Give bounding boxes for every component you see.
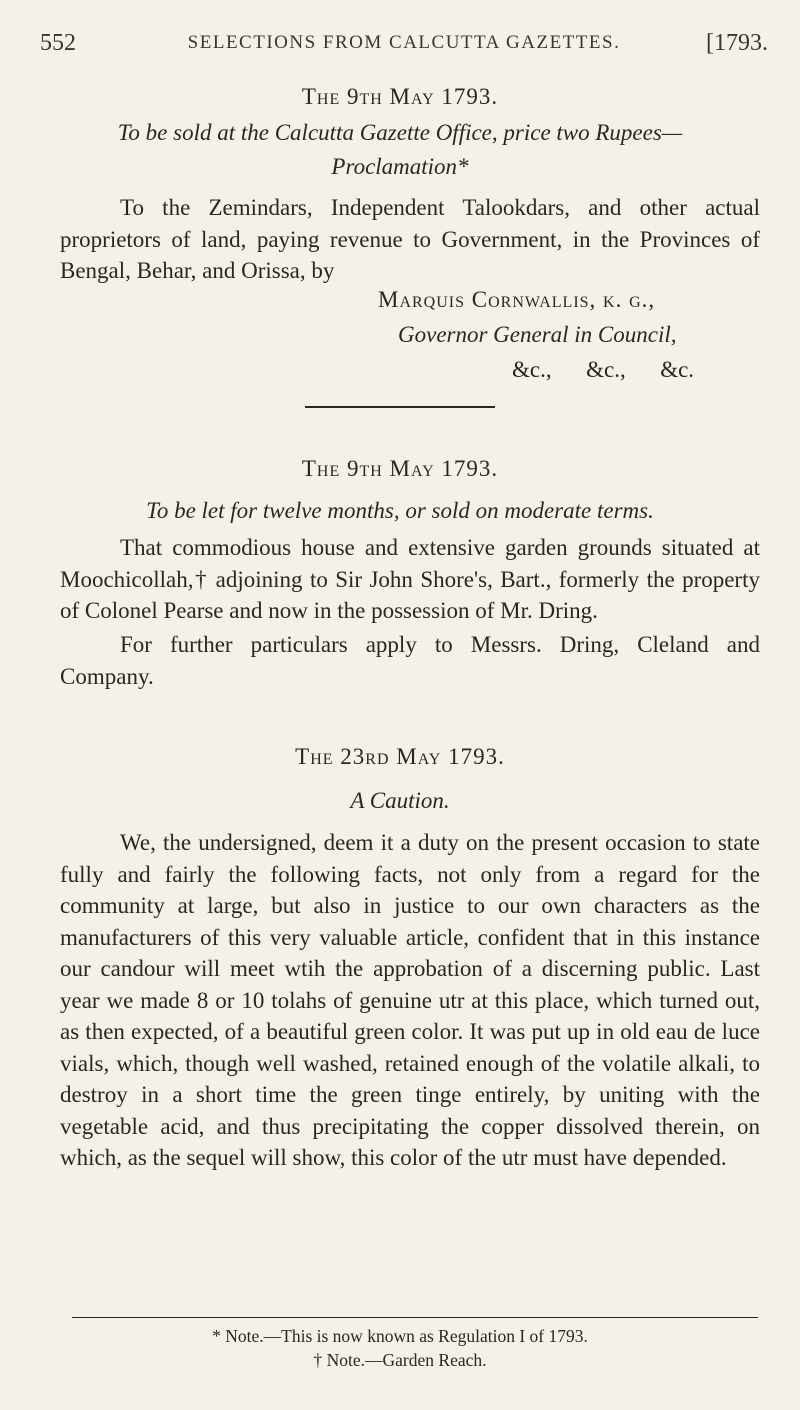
section-divider bbox=[305, 406, 495, 408]
notice3-body: We, the undersigned, deem it a duty on the present occasion to state fully and fairly the following facts, not only from a regard for the community at large, but also in justice to our own characters as the manufacturers of this very valuable article, confident that in this instance our candour will meet wtih the approbation of a discerning public. Last year we made 8 or 10 tolahs of genuine utr at this place, which turned out, as then expected, of a beautiful green color. It was put up in old eau de luce vials, which, though well washed, retained enough of the volatile alkali, to destroy in a short time the green tinge entirely, by uniting with the vegetable acid, and thus precipitating the copper dissolved therein, on which, as the sequel will show, this color of the utr must have depended. bbox=[60, 830, 760, 1170]
running-title: SELECTIONS FROM CALCUTTA GAZETTES. bbox=[187, 32, 621, 53]
notice2-date: The 9th May 1793. bbox=[301, 456, 499, 481]
notice1-body: To the Zemindars, Independent Talookdars, and other actual proprietors of land, paying revenue to Government, in the Provinces of Bengal, Behar, and Orissa, by bbox=[60, 195, 760, 283]
notice2-para1: That commodious house and extensive garden grounds situated at Moochicollah,† adjoining to Sir John Shore's, Bart., formerly the property of Colonel Pearse and now in the possession of Mr. Dring. bbox=[60, 535, 760, 623]
notice1-signature-etc: &c., &c., &c. bbox=[512, 357, 695, 382]
page-number: 552 bbox=[40, 30, 76, 56]
notice1-subhead-line2: Proclamation* bbox=[331, 154, 469, 179]
footnote-2: † Note.—Garden Reach. bbox=[313, 1350, 487, 1370]
notice1-signature-name: Marquis Cornwallis, k. g., bbox=[378, 287, 656, 312]
notice1-subhead-line1: To be sold at the Calcutta Gazette Office, price two Rupees— bbox=[117, 120, 683, 145]
running-year: [1793. bbox=[706, 30, 768, 56]
notice3-date: The 23rd May 1793. bbox=[295, 744, 505, 769]
notice2-para2: For further particulars apply to Messrs. Dring, Cleland and Company. bbox=[60, 632, 760, 689]
running-head bbox=[40, 28, 768, 58]
notice1-date: The 9th May 1793. bbox=[301, 84, 499, 109]
notice3-subhead: A Caution. bbox=[350, 788, 450, 813]
notice1-signature-title: Governor General in Council, bbox=[398, 322, 677, 347]
notice2-subhead: To be let for twelve months, or sold on moderate terms. bbox=[146, 498, 654, 523]
footnote-1: * Note.—This is now known as Regulation I of 1793. bbox=[212, 1326, 588, 1346]
footnote-rule bbox=[72, 1317, 758, 1318]
